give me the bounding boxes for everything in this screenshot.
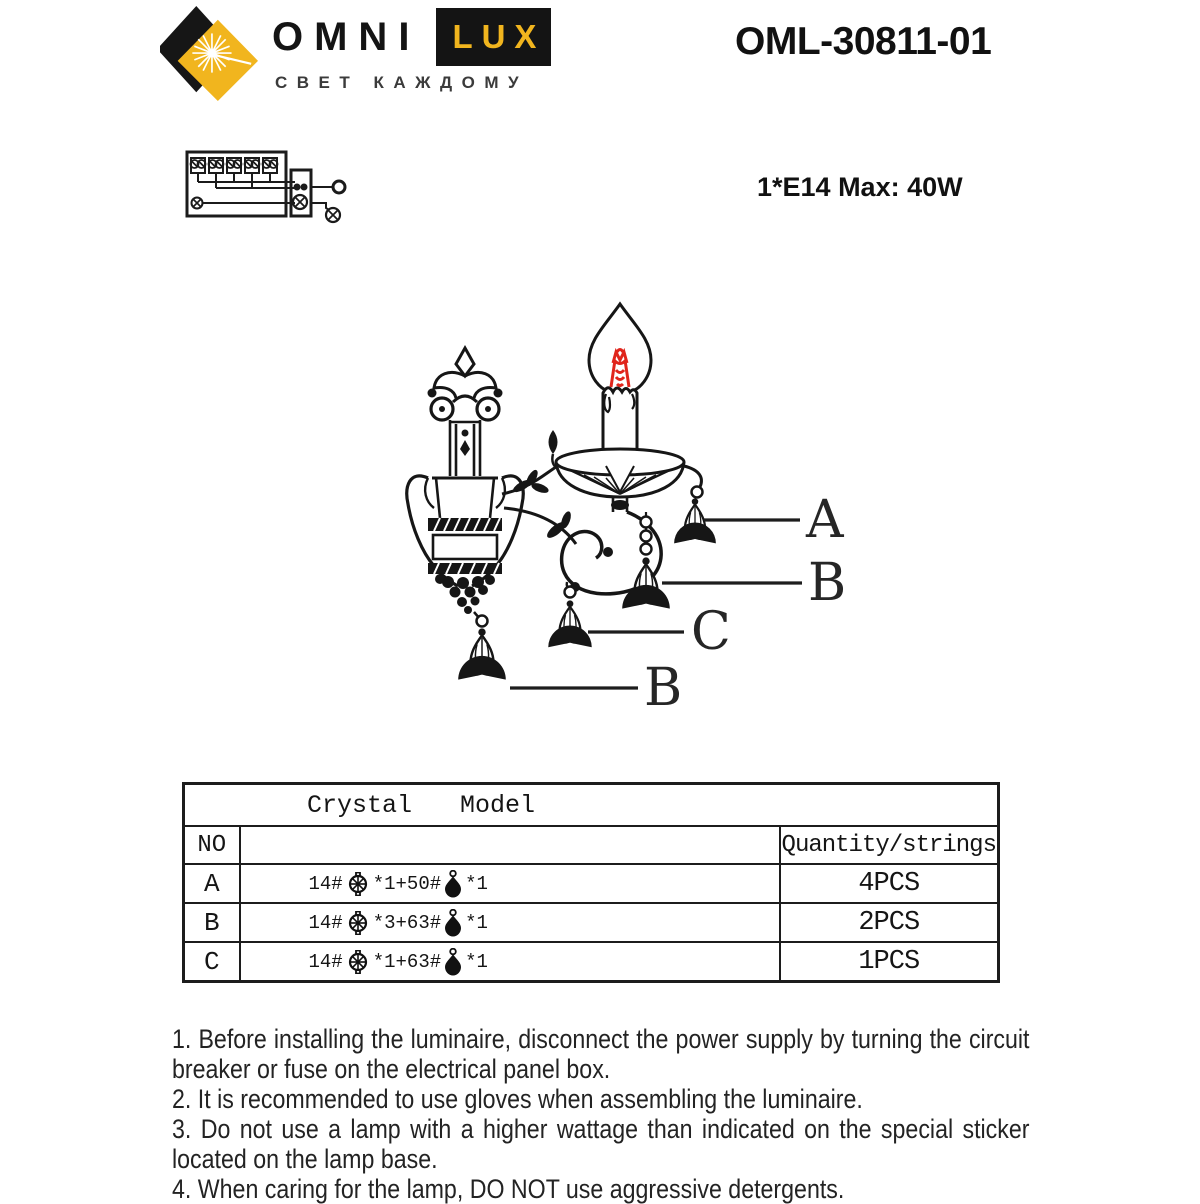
crystal-drop-icon: [444, 870, 462, 898]
screw-terminals: [191, 158, 278, 188]
pendant-b-right: [622, 557, 670, 632]
safety-instructions: [172, 1024, 1030, 1204]
output-terminal: [333, 181, 345, 193]
wiring-diagram: [183, 142, 355, 234]
instruction-1: 1. Before installing the luminaire, disconnect the power supply by turning the circuit breaker or fuse on the electrical panel box.: [172, 1024, 1030, 1084]
row-b-spec: 14# *3+63# *1: [241, 909, 779, 937]
grape-ornament: [435, 574, 495, 614]
row-c-spec: 14# *1+63# *1: [241, 948, 779, 976]
label-b-bottom: B: [644, 658, 683, 718]
crystal-drop-icon: [444, 948, 462, 976]
brand-omni: OMNI: [272, 15, 421, 59]
row-b-qty: 2PCS: [780, 903, 999, 942]
table-header-row: [184, 826, 999, 864]
row-a-qty: 4PCS: [780, 864, 999, 903]
instruction-4: 4. When caring for the lamp, DO NOT use aggressive detergents.: [172, 1174, 845, 1204]
label-a: A: [806, 490, 844, 550]
row-a-spec: 14# *1+50# *1: [241, 870, 779, 898]
pendant-a: [674, 498, 716, 564]
omnilux-logo: [160, 6, 551, 102]
crystal-bead-icon: [346, 950, 370, 974]
table-title-model: Model: [460, 790, 536, 820]
omnilux-logo-icon: [160, 6, 260, 102]
table-row-b: [184, 903, 999, 942]
table-title-crystal: Crystal: [307, 790, 413, 820]
col-header-spec: [240, 826, 780, 864]
label-b-right: B: [808, 553, 847, 613]
crystal-bead-icon: [346, 872, 370, 896]
callout-letters: [644, 490, 846, 718]
label-c: C: [691, 602, 731, 662]
crystal-bead-icon: [346, 911, 370, 935]
candle-bulb: [589, 304, 651, 458]
row-c-no: C: [184, 942, 240, 982]
row-a-no: A: [184, 864, 240, 903]
sconce-line-drawing: [370, 290, 880, 730]
wires: [198, 182, 295, 203]
wall-backplate: [407, 348, 523, 619]
bobeche: [556, 449, 701, 512]
col-header-qty: Quantity/strings: [780, 826, 999, 864]
pendant-b-bottom: [458, 628, 506, 703]
table-title-row: [184, 784, 999, 827]
table-row-c: [184, 942, 999, 982]
crystal-drop-icon: [444, 909, 462, 937]
lamp-spec: 1*E14 Max: 40W: [757, 172, 963, 202]
instruction-3: 3. Do not use a lamp with a higher wattage than indicated on the special sticker located on the lamp base.: [172, 1114, 1030, 1174]
row-c-qty: 1PCS: [780, 942, 999, 982]
pendant-c: [548, 600, 592, 669]
row-b-no: B: [184, 903, 240, 942]
brand-lux: LUX: [436, 8, 551, 66]
bud-finial: [549, 430, 558, 454]
col-header-no: NO: [184, 826, 240, 864]
logo-text: [272, 6, 551, 93]
model-number: OML-30811-01: [735, 20, 992, 63]
brand-tagline: СВЕТ КАЖДОМУ: [275, 73, 529, 92]
crystal-table: [182, 782, 1000, 983]
instruction-2: 2. It is recommended to use gloves when assembling the luminaire.: [172, 1084, 863, 1114]
table-row-a: [184, 864, 999, 903]
